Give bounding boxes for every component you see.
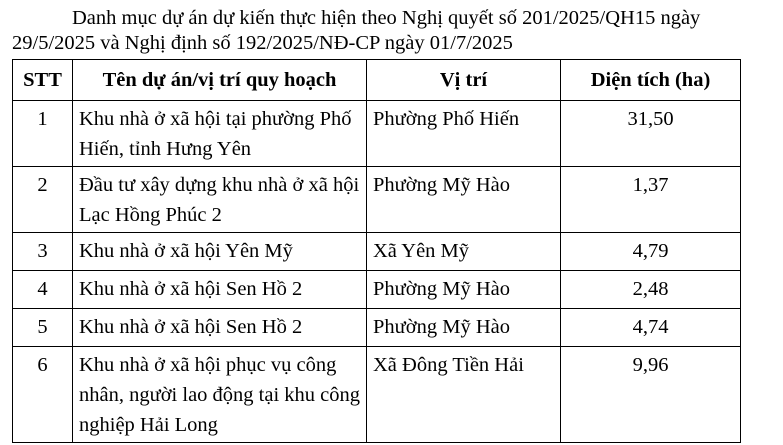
cell-area: 31,50 xyxy=(561,101,741,167)
cell-stt: 2 xyxy=(13,167,73,233)
cell-project-name: Khu nhà ở xã hội Yên Mỹ xyxy=(73,233,367,271)
table-row xyxy=(13,309,741,347)
cell-project-name: Khu nhà ở xã hội phục vụ công nhân, người lao động tại khu công nghiệp Hải Long xyxy=(73,347,367,443)
table-row xyxy=(13,347,741,443)
cell-location: Phường Mỹ Hào xyxy=(367,167,561,233)
header-project-name: Tên dự án/vị trí quy hoạch xyxy=(73,60,367,101)
cell-stt: 4 xyxy=(13,271,73,309)
header-location: Vị trí xyxy=(367,60,561,101)
cell-area: 4,74 xyxy=(561,309,741,347)
intro-line-2: 29/5/2025 và Nghị định số 192/2025/NĐ-CP ngày 01/7/2025 xyxy=(12,32,513,54)
cell-stt: 1 xyxy=(13,101,73,167)
header-stt: STT xyxy=(13,60,73,101)
cell-location: Xã Đông Tiền Hải xyxy=(367,347,561,443)
cell-project-name: Khu nhà ở xã hội Sen Hồ 2 xyxy=(73,309,367,347)
document-intro xyxy=(12,6,780,56)
cell-location: Phường Mỹ Hào xyxy=(367,309,561,347)
cell-stt: 3 xyxy=(13,233,73,271)
cell-project-name: Đầu tư xây dựng khu nhà ở xã hội Lạc Hồng Phúc 2 xyxy=(73,167,367,233)
cell-area: 2,48 xyxy=(561,271,741,309)
cell-location: Phường Mỹ Hào xyxy=(367,271,561,309)
table-row xyxy=(13,101,741,167)
header-area: Diện tích (ha) xyxy=(561,60,741,101)
cell-stt: 5 xyxy=(13,309,73,347)
cell-location: Xã Yên Mỹ xyxy=(367,233,561,271)
cell-project-name: Khu nhà ở xã hội tại phường Phố Hiến, tỉnh Hưng Yên xyxy=(73,101,367,167)
intro-line-1: Danh mục dự án dự kiến thực hiện theo Nghị quyết số 201/2025/QH15 ngày xyxy=(72,7,701,29)
table-row xyxy=(13,233,741,271)
table-row xyxy=(13,167,741,233)
cell-project-name: Khu nhà ở xã hội Sen Hồ 2 xyxy=(73,271,367,309)
cell-area: 9,96 xyxy=(561,347,741,443)
table-header-row xyxy=(13,60,741,101)
projects-table xyxy=(12,59,741,443)
cell-location: Phường Phố Hiến xyxy=(367,101,561,167)
cell-area: 1,37 xyxy=(561,167,741,233)
cell-stt: 6 xyxy=(13,347,73,443)
table-row xyxy=(13,271,741,309)
cell-area: 4,79 xyxy=(561,233,741,271)
